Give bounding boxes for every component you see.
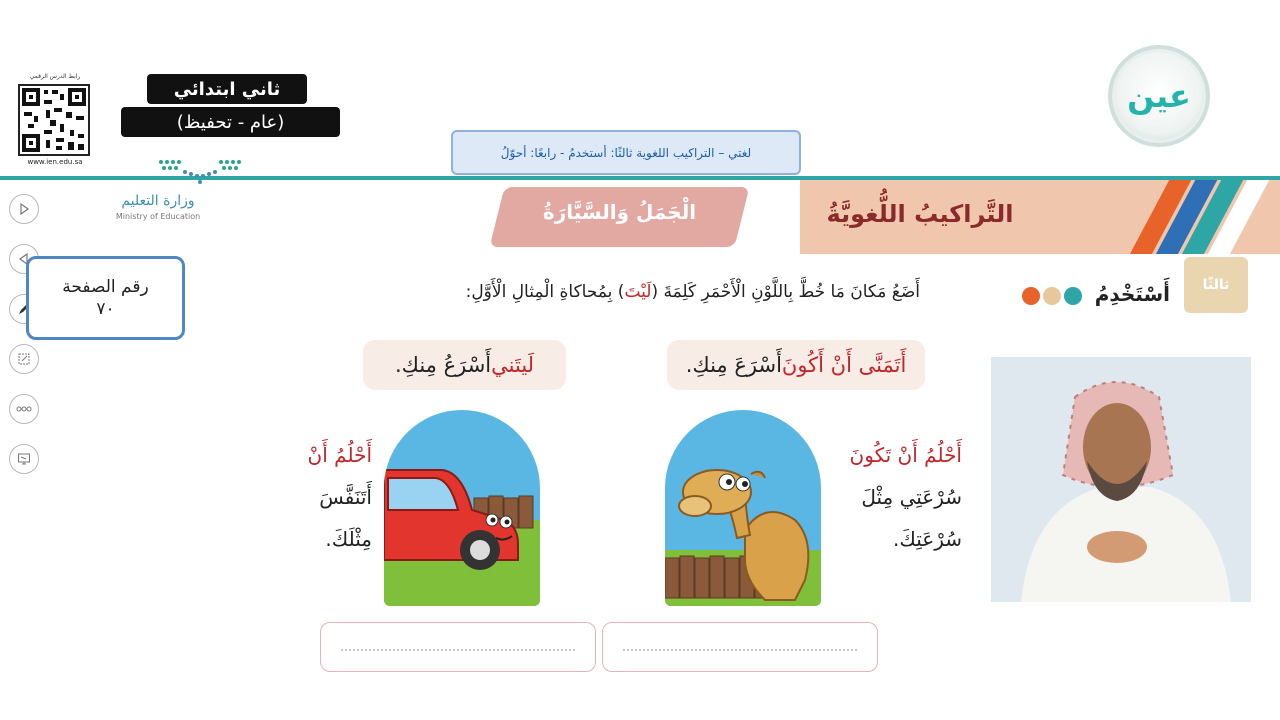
grade-badge: ثاني ابتدائي: [147, 74, 307, 104]
example-right-rest: أَسْرَعَ مِنكِ.: [685, 353, 782, 377]
example-left-red: لَيتَني: [491, 353, 535, 377]
dot-beige: [1043, 287, 1061, 305]
play-button[interactable]: [9, 194, 39, 224]
answer-field-right[interactable]: [602, 622, 878, 672]
poem-right: [820, 434, 962, 560]
exercise-label: أَسْتَخْدِمُ: [1094, 282, 1170, 306]
more-button[interactable]: [9, 394, 39, 424]
qr-code[interactable]: [18, 84, 90, 156]
section-title: التَّراكيبُ اللُّغويَّةُ: [826, 200, 1014, 228]
ministry-logo-icon: [155, 154, 245, 186]
poem-right-line-2: سُرْعَتِي مِثْلَ: [861, 485, 962, 509]
more-icon: [16, 406, 32, 412]
screen-select-button[interactable]: [9, 344, 39, 374]
ain-logo-text: عين: [1127, 77, 1191, 115]
answer-field-left[interactable]: [320, 622, 596, 672]
qr-url: www.ien.edu.sa: [27, 158, 83, 166]
poem-left-line-1: أَحْلُمُ أَنْ: [307, 443, 372, 467]
instruction-red-word: لَيْتَ: [624, 282, 652, 302]
camel-illustration: [665, 410, 821, 606]
presenter-video[interactable]: [991, 357, 1251, 602]
instruction-text-2: ) بِمُحاكاةِ الْمِثالِ الْأَوَّلِ:: [465, 282, 625, 302]
page-number-label: رقم الصفحة: [62, 277, 149, 297]
lesson-title: الْجَمَلُ وَالسَّيَّارَةُ: [542, 200, 697, 224]
ministry-name-ar: وزارة التعليم: [121, 193, 195, 209]
exercise-number-badge: ثالثًا: [1184, 257, 1248, 313]
poem-left-line-2: أَتَنَفَّسَ: [319, 485, 372, 509]
exercise-instruction: [380, 282, 920, 302]
example-left-rest: أَسْرَعُ مِنكِ.: [394, 353, 492, 377]
qr-caption: رابط الدرس الرقمي: [29, 73, 81, 80]
example-right-red: أَتَمَنَّى أَنْ أَكُونَ: [781, 353, 907, 377]
example-sentence-right: [667, 340, 925, 390]
page-number-value: ٧٠: [96, 299, 115, 319]
ain-logo: [1108, 45, 1210, 147]
dot-orange: [1022, 287, 1040, 305]
dot-teal: [1064, 287, 1082, 305]
poem-right-line-1: أَحْلُمُ أَنْ تَكُونَ: [849, 443, 962, 467]
poem-left-line-3: مِثْلَكَ.: [325, 527, 372, 551]
poem-left: [280, 434, 372, 560]
track-badge: (عام - تحفيظ): [121, 107, 340, 137]
instruction-text-1: أَضَعُ مَكانَ مَا خُطَّ بِاللَّوْنِ الْأَحْمَرِ كَلِمَةَ (: [651, 282, 920, 302]
play-icon: [18, 203, 30, 215]
crop-icon: [17, 352, 31, 366]
whiteboard-button[interactable]: [9, 444, 39, 474]
ministry-name-en: Ministry of Education: [115, 212, 201, 221]
poem-right-line-3: سُرْعَتِكَ.: [893, 527, 962, 551]
breadcrumb: لغتي – التراكيب اللغوية ثالثًا: أستخدمُ - رابعًا: أحوّلُ: [451, 130, 801, 175]
page-number-box: [26, 256, 185, 340]
board-icon: [17, 452, 31, 466]
example-sentence-left: [363, 340, 566, 390]
car-illustration: [384, 410, 540, 606]
